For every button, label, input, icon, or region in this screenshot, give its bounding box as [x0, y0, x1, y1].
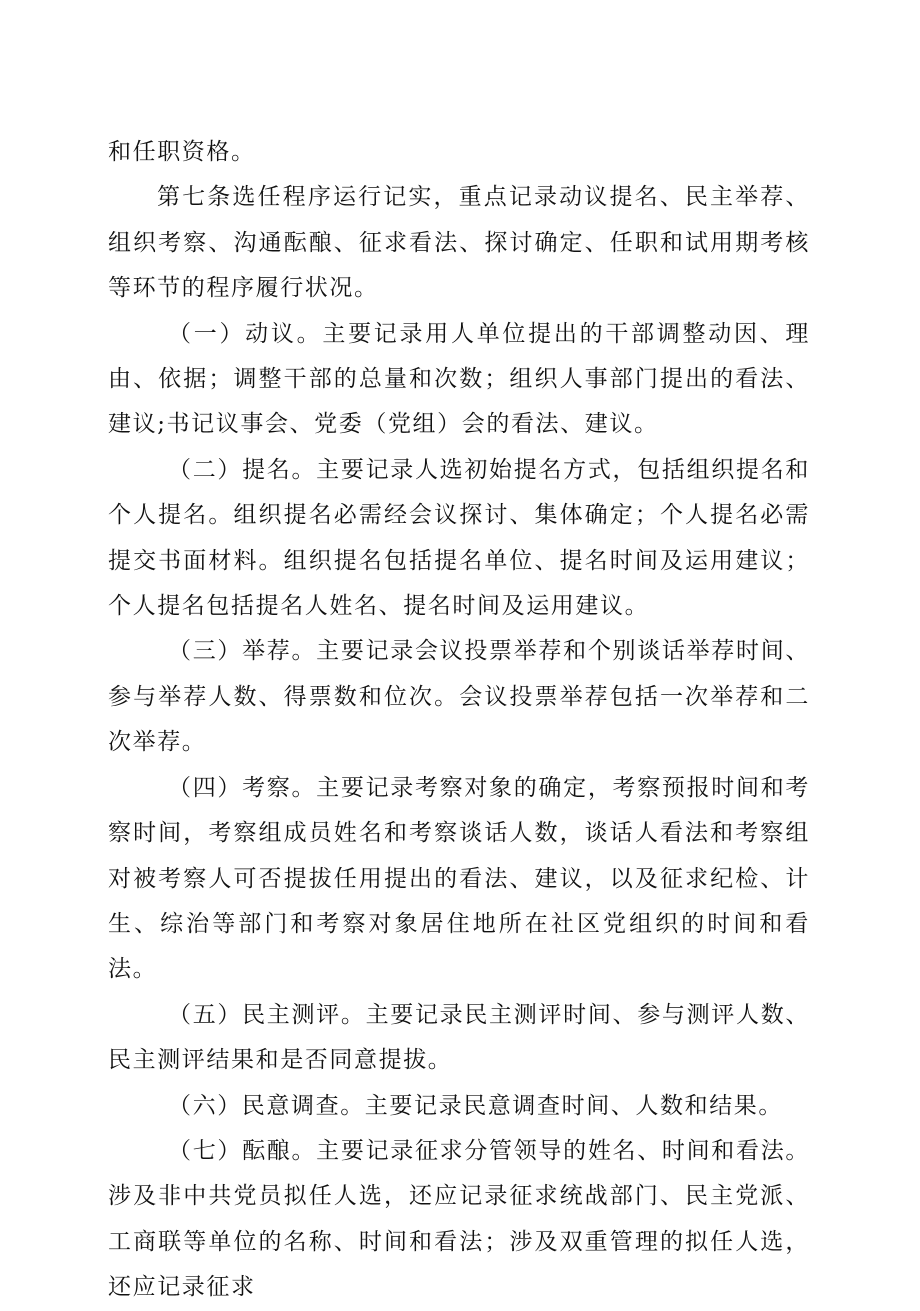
paragraph-inspection: （四）考察。主要记录考察对象的确定，考察预报时间和考察时间，考察组成员姓名和考察谈话人数，谈话人看法和考察组对被考察人可否提拔任用提出的看法、建议，以及征求纪检、计生、综治等部门和考察对象居住地所在社区党组织的时间和看法。 [108, 774, 810, 983]
document-body [108, 130, 810, 1311]
paragraph-recommendation: （三）举荐。主要记录会议投票举荐和个别谈话举荐时间、参与举荐人数、得票数和位次。会议投票举荐包括一次举荐和二次举荐。 [108, 638, 810, 756]
paragraph-consultation: （七）酝酿。主要记录征求分管领导的姓名、时间和看法。涉及非中共党员拟任人选，还应记录征求统战部门、民主党派、工商联等单位的名称、时间和看法；涉及双重管理的拟任人选，还应记录征求 [108, 1137, 810, 1301]
paragraph-continuation: 和任职资格。 [108, 139, 256, 165]
paragraph-article-7: 第七条选任程序运行记实，重点记录动议提名、民主举荐、组织考察、沟通酝酿、征求看法、探讨确定、任职和试用期考核等环节的程序履行状况。 [108, 184, 810, 302]
paragraph-democratic-evaluation: （五）民主测评。主要记录民主测评时间、参与测评人数、民主测评结果和是否同意提拔。 [108, 1001, 810, 1074]
paragraph-opinion-survey: （六）民意调查。主要记录民意调查时间、人数和结果。 [168, 1092, 783, 1119]
paragraph-nomination: （二）提名。主要记录人选初始提名方式，包括组织提名和个人提名。组织提名必需经会议探讨、集体确定；个人提名必需提交书面材料。组织提名包括提名单位、提名时间及运用建议；个人提名包括提名人姓名、提名时间及运用建议。 [108, 456, 810, 620]
paragraph-proposal: （一）动议。主要记录用人单位提出的干部调整动因、理由、依据；调整干部的总量和次数；组织人事部门提出的看法、建议;书记议事会、党委（党组）会的看法、建议。 [108, 320, 810, 438]
